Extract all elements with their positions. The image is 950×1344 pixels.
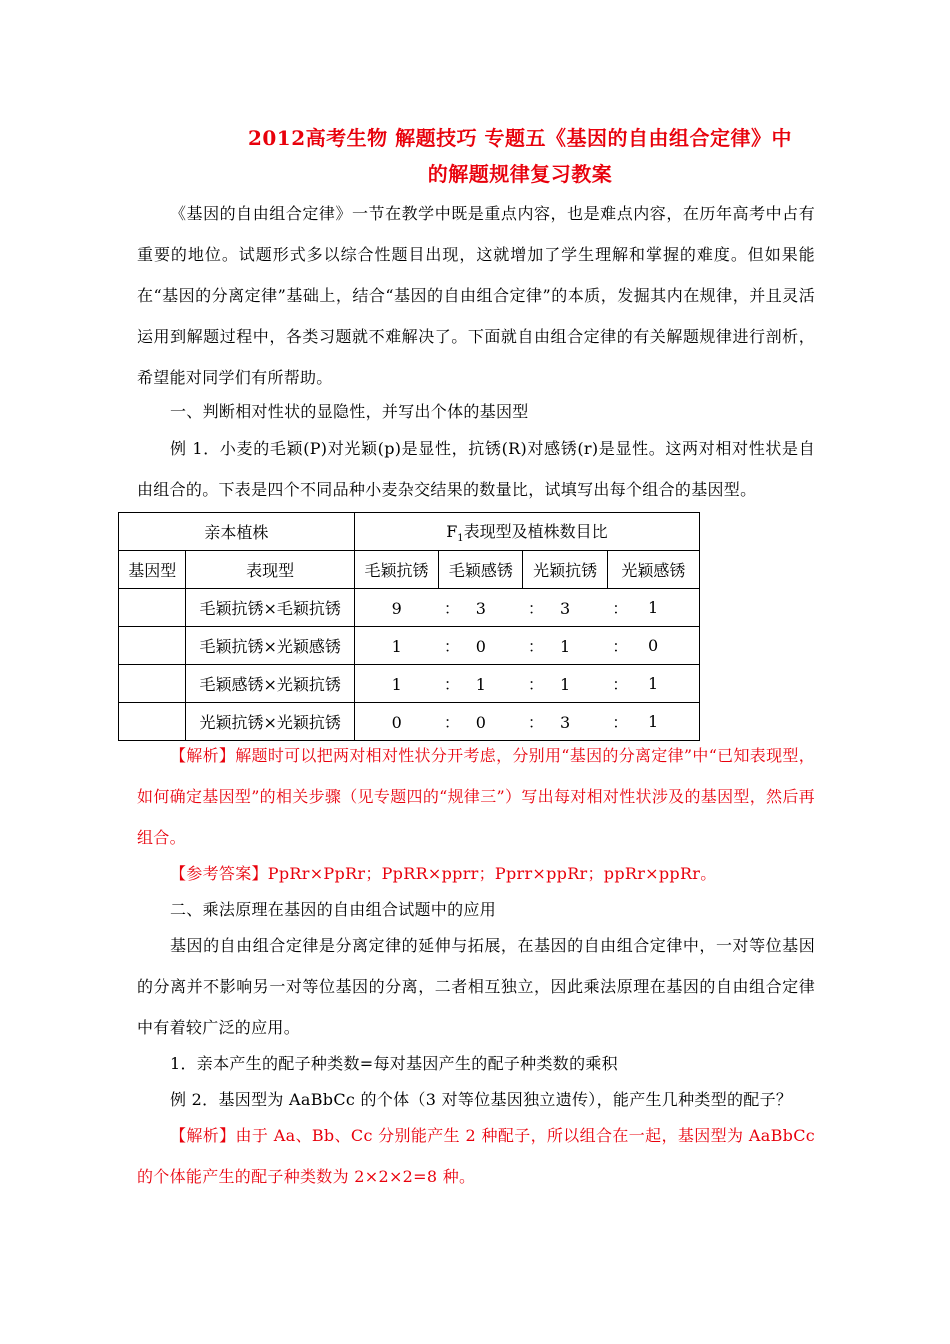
point1-text: 1．亲本产生的配子种类数=每对基因产生的配子种类数的乘积 <box>170 1054 618 1073</box>
ratio-cell: 0 ： <box>354 703 438 741</box>
analysis2-text: 【解析】由于 Aa、Bb、Cc 分别能产生 2 种配子，所以组合在一起，基因型为 AaBbCc 的个体能产生的配子种类数为 2×2×2=8 种。 <box>137 1126 815 1186</box>
ratio-cell: 9 ： <box>354 589 438 627</box>
row-cross-cell: 毛颖抗锈×光颖感锈 <box>186 627 354 665</box>
ratio-cell: 1 ： <box>439 665 523 703</box>
table-row <box>119 627 700 665</box>
header-f1-ratio <box>354 513 699 551</box>
document-title-line2: 的解题规律复习教案 <box>427 162 613 186</box>
col-type-3: 光颖抗锈 <box>523 551 607 589</box>
ratio-cell: 1 ： <box>354 665 438 703</box>
answer1-text: 【参考答案】PpRr×PpRr；PpRR×pprr；Pprr×ppRr；ppRr×ppRr。 <box>170 864 717 883</box>
example1-text: 例 1．小麦的毛颖(P)对光颖(p)是显性，抗锈(R)对感锈(r)是显性。这两对相对性状是自由组合的。下表是四个不同品种小麦杂交结果的数量比，试填写出每个组合的基因型。 <box>137 439 815 499</box>
header-f1-letter: F <box>446 521 458 541</box>
table-row <box>119 589 700 627</box>
section1-heading: 一、判断相对性状的显隐性，并写出个体的基因型 <box>170 402 529 421</box>
ratio-cell: 1 ： <box>523 627 607 665</box>
ratio-cell: 1 <box>607 665 699 703</box>
ratio-cell: 1 ： <box>354 627 438 665</box>
header-f1-subscript: 1 <box>457 533 464 545</box>
row-cross-cell: 毛颖抗锈×毛颖抗锈 <box>186 589 354 627</box>
col-phenotype: 表现型 <box>186 551 354 589</box>
col-type-4: 光颖感锈 <box>607 551 699 589</box>
ratio-cell: 0 ： <box>439 627 523 665</box>
col-type-2: 毛颖感锈 <box>439 551 523 589</box>
col-genotype: 基因型 <box>119 551 186 589</box>
ratio-cell: 3 ： <box>523 703 607 741</box>
row-cross-cell: 毛颖感锈×光颖抗锈 <box>186 665 354 703</box>
header-parent-plants: 亲本植株 <box>119 513 355 551</box>
example2-text: 例 2．基因型为 AaBbCc 的个体（3 对等位基因独立遗传），能产生几种类型的配子？ <box>170 1090 793 1109</box>
ratio-cell: 3 ： <box>439 589 523 627</box>
cross-results-table <box>118 512 700 741</box>
document-title-line1: 2012高考生物 解题技巧 专题五《基因的自由组合定律》中 <box>247 126 793 150</box>
ratio-cell: 1 ： <box>523 665 607 703</box>
table-row <box>119 665 700 703</box>
section2-heading: 二、乘法原理在基因的自由组合试题中的应用 <box>170 900 497 919</box>
ratio-cell: 1 <box>607 589 699 627</box>
ratio-cell: 3 ： <box>523 589 607 627</box>
row-cross-cell: 光颖抗锈×光颖抗锈 <box>186 703 354 741</box>
ratio-cell: 1 <box>607 703 699 741</box>
section2-paragraph: 基因的自由组合定律是分离定律的延伸与拓展，在基因的自由组合定律中，一对等位基因的分离并不影响另一对等位基因的分离，二者相互独立，因此乘法原理在基因的自由组合定律中有着较广泛的应用。 <box>137 936 815 1037</box>
row-genotype-cell <box>119 627 186 665</box>
analysis1-text: 【解析】解题时可以把两对相对性状分开考虑，分别用“基因的分离定律”中“已知表现型，如何确定基因型”的相关步骤（见专题四的“规律三”）写出每对相对性状涉及的基因型，然后再组合。 <box>137 746 815 847</box>
ratio-cell: 0 ： <box>439 703 523 741</box>
row-genotype-cell <box>119 589 186 627</box>
intro-paragraph: 《基因的自由组合定律》一节在教学中既是重点内容，也是难点内容，在历年高考中占有重要的地位。试题形式多以综合性题目出现，这就增加了学生理解和掌握的难度。但如果能在“基因的分离定律”基础上，结合“基因的自由组合定律”的本质，发掘其内在规律，并且灵活运用到解题过程中，各类习题就不难解决了。下面就自由组合定律的有关解题规律进行剖析，希望能对同学们有所帮助。 <box>137 204 815 387</box>
row-genotype-cell <box>119 665 186 703</box>
col-type-1: 毛颖抗锈 <box>354 551 438 589</box>
ratio-cell: 0 <box>607 627 699 665</box>
header-f1-text: 表现型及植株数目比 <box>463 521 608 541</box>
